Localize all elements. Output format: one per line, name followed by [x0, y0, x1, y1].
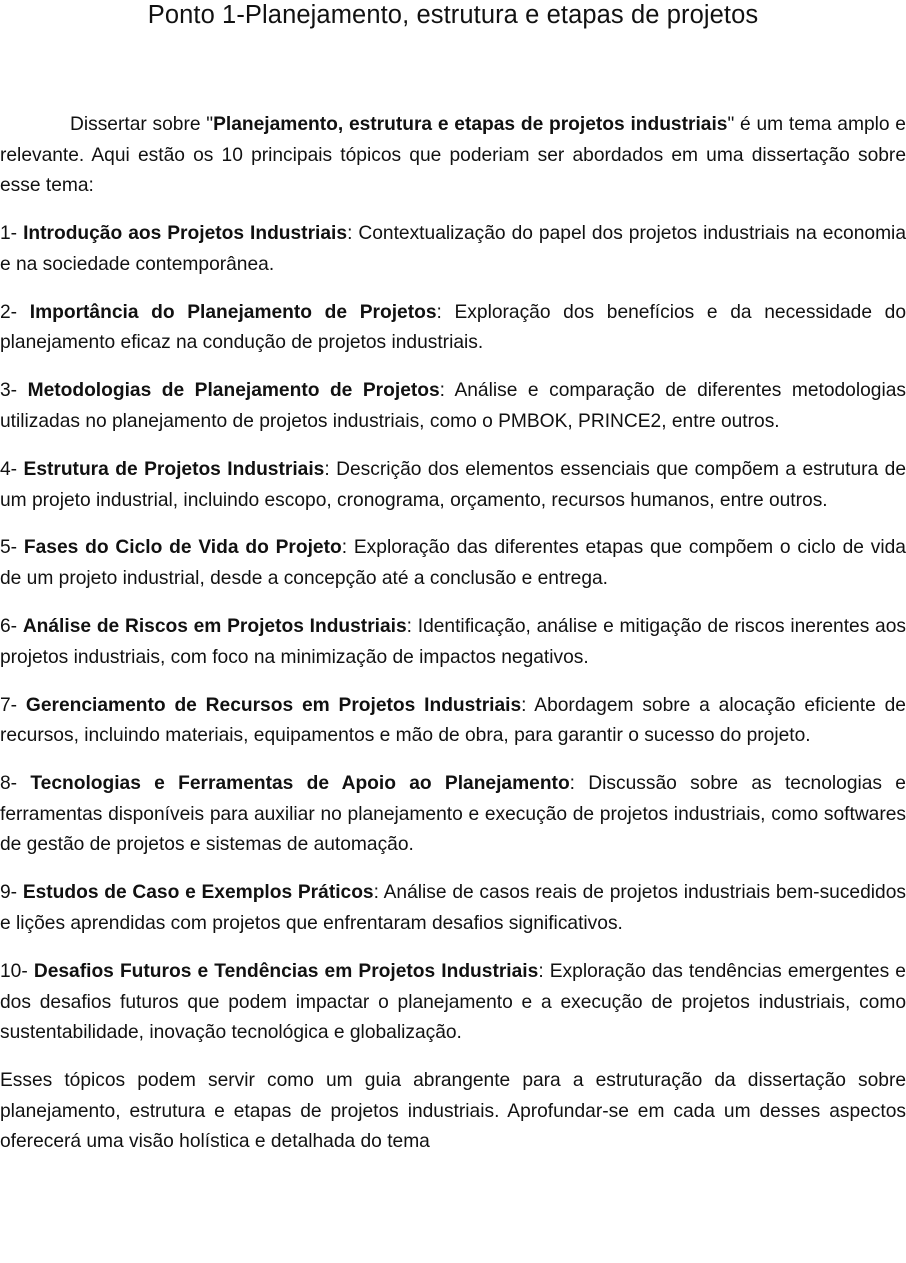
list-item — [0, 533, 906, 594]
item-description: : Análise e comparação de diferentes metodologias utilizadas no planejamento de projetos industriais, como o PMBOK, PRINCE2, entre outros. — [0, 380, 906, 432]
item-topic: Metodologias de Planejamento de Projetos — [27, 380, 440, 402]
list-item — [0, 376, 906, 437]
list-item — [0, 691, 906, 752]
item-description: : Análise de casos reais de projetos industriais bem-sucedidos e lições aprendidas com projetos que enfrentaram desafios significativos. — [0, 882, 906, 934]
item-number: 9- — [0, 882, 23, 904]
list-item — [0, 957, 906, 1049]
item-description: : Identificação, análise e mitigação de riscos inerentes aos projetos industriais, com foco na minimização de impactos negativos. — [0, 616, 906, 668]
item-topic: Fases do Ciclo de Vida do Projeto — [23, 537, 342, 559]
item-number: 3- — [0, 380, 28, 402]
item-description: : Exploração das diferentes etapas que compõem o ciclo de vida de um projeto industrial, desde a concepção até a conclusão e entrega. — [0, 537, 906, 590]
list-item — [0, 219, 906, 280]
item-description: : Exploração das tendências emergentes e dos desafios futuros que podem impactar o planejamento e a execução de projetos industriais, como sustentabilidade, inovação tecnológica e globalização. — [0, 960, 906, 1044]
item-topic: Importância do Planejamento de Projetos — [29, 301, 437, 323]
item-description: : Exploração dos benefícios e da necessidade do planejamento eficaz na condução de projetos industriais. — [0, 301, 906, 354]
list-item — [0, 769, 906, 861]
list-item — [0, 298, 906, 359]
item-description: : Abordagem sobre a alocação eficiente de recursos, incluindo materiais, equipamentos e mão de obra, para garantir o sucesso do projeto. — [0, 694, 906, 747]
item-description: : Discussão sobre as tecnologias e ferramentas disponíveis para auxiliar no planejamento e execução de projetos industriais, como softwares de gestão de projetos e sistemas de automação. — [0, 773, 906, 856]
item-number: 2- — [0, 301, 30, 323]
page-title: Ponto 1-Planejamento, estrutura e etapas de projetos — [147, 1, 759, 29]
item-number: 1- — [0, 223, 24, 245]
document-body — [0, 110, 906, 1175]
item-topic: Desafios Futuros e Tendências em Projetos Industriais — [33, 960, 539, 982]
item-topic: Tecnologias e Ferramentas de Apoio ao Planejamento — [30, 773, 570, 795]
item-topic: Gerenciamento de Recursos em Projetos Industriais — [25, 694, 522, 716]
item-description: : Descrição dos elementos essenciais que compõem a estrutura de um projeto industrial, incluindo escopo, cronograma, orçamento, recursos humanos, entre outros. — [0, 458, 906, 511]
intro-paragraph — [0, 110, 906, 202]
item-number: 5- — [0, 537, 24, 559]
item-topic: Estrutura de Projetos Industriais — [23, 458, 325, 480]
item-number: 10- — [0, 960, 34, 982]
list-item — [0, 455, 906, 516]
item-description: : Contextualização do papel dos projetos industriais na economia e na sociedade contemporânea. — [0, 223, 906, 275]
conclusion-paragraph: Esses tópicos podem servir como um guia abrangente para a estruturação da dissertação sobre planejamento, estrutura e etapas de projetos industriais. Aprofundar-se em cada um desses aspectos oferecerá uma visão holística e detalhada do tema — [0, 1070, 906, 1153]
item-topic: Análise de Riscos em Projetos Industriais — [22, 616, 407, 638]
item-number: 7- — [0, 694, 26, 716]
list-item — [0, 612, 906, 673]
item-number: 6- — [0, 616, 23, 638]
intro-text-after: " é um tema amplo e relevante. Aqui estão os 10 principais tópicos que poderiam ser abordados em uma dissertação sobre esse tema: — [0, 114, 906, 197]
intro-text-before: Dissertar sobre " — [70, 114, 214, 135]
item-topic: Introdução aos Projetos Industriais — [23, 223, 348, 245]
intro-text-bold: Planejamento, estrutura e etapas de projetos industriais — [213, 114, 728, 135]
list-item — [0, 878, 906, 939]
item-number: 8- — [0, 773, 31, 795]
item-topic: Estudos de Caso e Exemplos Práticos — [22, 882, 374, 904]
item-number: 4- — [0, 458, 24, 480]
